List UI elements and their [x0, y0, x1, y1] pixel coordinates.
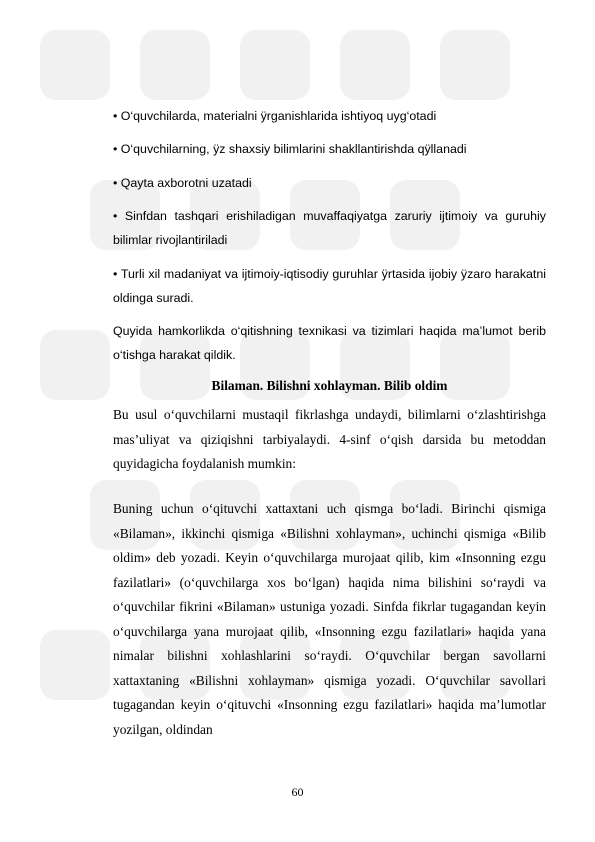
body-paragraph-1: Bu usul o‘quvchilarni mustaqil fikrlashga undaydi, bilimlarni o‘zlashtirishga mas’uliyat va qiziqishni tarbiyalaydi. 4-sinf o‘qish darsida bu metoddan quyidagicha foydalanish mumkin:: [113, 407, 546, 471]
bullet-item-4: [113, 204, 546, 252]
bullet-item-2: • O‘quvchilarning, ÿz shaxsiy bilimlarini shakllantirishda qÿllanadi: [113, 142, 467, 156]
bullet-item-1: • O‘quvchilarda, materialni ÿrganishlarida ishtiyoq uyg‘otadi: [113, 109, 437, 123]
bullet-item-5-text: • Turli xil madaniyat va ijtimoiy-iqtisodiy guruhlar ÿrtasida ijobiy ÿzaro harakatni oldinga suradi.: [113, 267, 546, 305]
bullet-item-5: [113, 262, 546, 310]
page-number: 60: [291, 785, 304, 799]
bullet-item-4-text: • Sinfdan tashqari erishiladigan muvaffaqiyatga zaruriy ijtimoiy va guruhiy bilimlar rivojlantiriladi: [113, 209, 546, 247]
body-paragraph-2: Buning uchun o‘qituvchi xattaxtani uch qismga bo‘ladi. Birinchi qismiga «Bilaman», ikkinchi qismiga «Bilishni xohlayman», uchinchi qismiga «Bilib oldim» deb yozadi. Keyin o‘quvchilarga murojaat qilib, kim «Insonning ezgu fazilatlari» (o‘quvchilarga xos bo‘lgan) haqida nima bilishini so‘raydi va o‘quvchilar fikrini «Bilaman» ustuniga yozadi. Sinfda fikrlar tugagandan keyin o‘quvchilarga yana murojaat qilib, «Insonning ezgu fazilatlari» haqida yana nimalar bilishni xohlashlarini so‘raydi. O‘quvchilar bergan savollarni xattaxtaning «Bilishni xohlayman» qismiga yozadi. O‘quvchilar savollari tugagandan keyin o‘qituvchi «Insonning ezgu fazilatlari» haqida ma’lumotlar yozilgan, oldindan: [113, 501, 546, 737]
bullet-item-3: • Qayta axborotni uzatadi: [113, 176, 252, 190]
section-heading: Bilaman. Bilishni xohlayman. Bilib oldim: [211, 378, 448, 393]
intro-paragraph: Quyida hamkorlikda o‘qitishning texnikasi va tizimlari haqida ma’lumot berib o‘tishga harakat qildik.: [113, 324, 546, 362]
